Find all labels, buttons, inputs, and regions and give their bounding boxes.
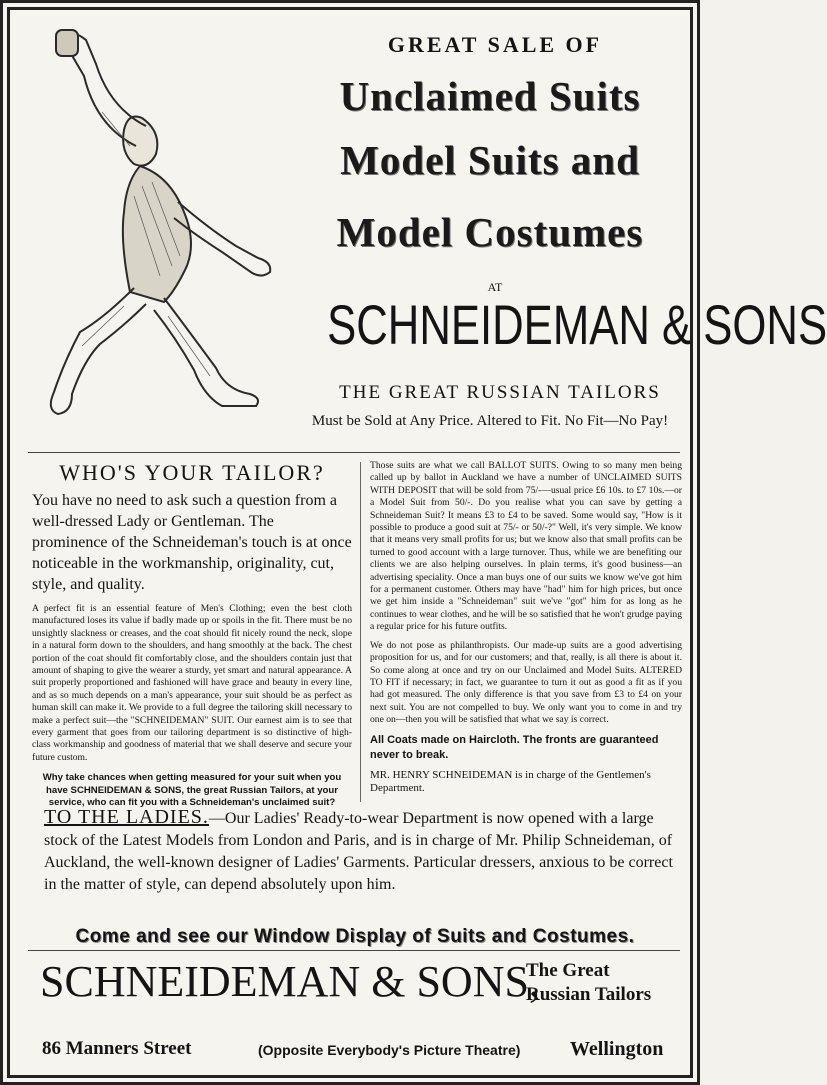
footer-tagline-1: The Great <box>526 960 610 981</box>
firm-name-large: SCHNEIDEMAN & SONS <box>327 293 827 356</box>
philanthropists-paragraph: We do not pose as philanthropists. Our made-up suits are a good advertising proposition for us, and for our customers; and that, really, is all there is about it. So come along at once and try on our Unclaimed and Model Suits. ALTERED TO FIT if necessary; in fact, we guarantee to turn it out as good a fit as if you had got measured. The only difference is that you save from £3 to £4 on your next suit. You are not compelled to buy. We only want you to come in and try one on—then you will be satisfied that what we say is correct. <box>370 639 682 726</box>
fit-paragraph: A perfect fit is an essential feature of Men's Clothing; even the best cloth manufactured loses its value if badly made up or spoils in the fit. There must be no unsightly slackness or creases, and the coat should fit nicely round the neck, slope in a natural form down to the shoulders, and hang smoothly at the back. The chest portion of the coat should fit comfortably close, and the shoulders contain just that amount of shaping to give the wearer a sturdy, yet smart and natural appearance. A suit properly proportioned and fashioned will have grace and beauty in every line, and as so much depends on a man's appearance, your suit should be as perfect as human skill can make it. We provide to a full degree the tailoring skill necessary to make a perfect suit—the "SCHNEIDEMAN" SUIT. Our earnest aim is to see that every garment that goes from our tailoring department is so distinctive of high-class workmanship and goodness of material that we shall deserve and secure your future custom. <box>32 603 352 763</box>
window-display-line: Come and see our Window Display of Suits and Costumes. <box>75 926 635 947</box>
right-column <box>370 460 682 801</box>
figure-torso <box>123 166 191 302</box>
footer-tagline-2: Russian Tailors <box>526 984 652 1005</box>
figure-leg-back <box>51 288 146 414</box>
tailor-illustration <box>22 26 290 426</box>
divider-rule <box>28 452 680 453</box>
footer-rule <box>28 950 680 951</box>
tailor-heading: WHO'S YOUR TAILOR? <box>59 460 325 485</box>
city-name: Wellington <box>570 1038 664 1060</box>
footer-firm-name: SCHNEIDEMAN & SONS, <box>40 957 540 1006</box>
left-column <box>32 460 352 810</box>
headline-model-costumes: Model Costumes <box>336 209 644 255</box>
headline-at: AT <box>487 280 503 294</box>
ladies-heading: TO THE LADIES. <box>44 806 209 828</box>
street-address: 86 Manners Street <box>42 1038 192 1059</box>
sale-terms: Must be Sold at Any Price. Altered to Fit. No Fit—No Pay! <box>311 413 669 429</box>
address-landmark: (Opposite Everybody's Picture Theatre) <box>258 1042 521 1058</box>
ladies-text: —Our Ladies' Ready-to-wear Department is now opened with a large stock of the Latest Models from London and Paris, and is in charge of Mr. Philip Schneideman, of Auckland, the well-known designer of Ladies' Garments. Particular dressers, anxious to be correct in the matter of style, can depend absolutely upon him. <box>44 810 673 893</box>
headline-unclaimed-suits: Unclaimed Suits <box>339 73 641 119</box>
figure-leg-front <box>154 298 258 406</box>
sale-kicker: GREAT SALE OF <box>387 32 603 57</box>
ladies-section <box>44 806 680 896</box>
department-charge: MR. HENRY SCHNEIDEMAN is in charge of the Gentlemen's Department. <box>370 768 651 794</box>
headline-model-suits: Model Suits and <box>340 137 640 183</box>
lead-paragraph: You have no need to ask such a question from a well-dressed Lady or Gentleman. The prominence of the Schneideman's touch is at once noticeable in the workmanship, originality, cut, style, and quality. <box>32 492 352 593</box>
ballot-suits-paragraph: Those suits are what we call BALLOT SUITS. Owing to so many men being called up by ballot in Auckland we have a number of UNCLAIMED SUITS WITH DEPOSIT that will be sold from 75/-—usual price £6 10s. to £7 10s.—or a Model Suit from 50/-. Do you realise what you can save by getting a Schneideman Suit? It means £3 to £4 to be saved. Some would say, "How is it possible to produce a good suit at 75/- or 50/-?" Well, it's very simple. We know that it means very small profits for us; but we know also that small profits can be turned to good account with a large turnover. Thus, while we are benefiting our clients we are also helping ourselves. In plain terms, it's good business—an advertising speciality. Once a man buys one of our suits we know we've got him for a permanent customer. Others may have "had" him for high prices, but once we get him inside a "Schneideman" suit we've "got" him for as long as he continues to wear clothes, and he will be so satisfied that he won't grudge paying a regular price for his future outfits. <box>370 460 682 633</box>
column-divider <box>360 462 361 802</box>
closing-question: Why take chances when getting measured for your suit when you have SCHNEIDEMAN & SONS, the great Russian Tailors, at your service, who can fit you with a Schneideman's unclaimed suit? <box>42 772 342 809</box>
haircloth-note: All Coats made on Haircloth. The fronts are guaranteed never to break. <box>370 733 659 761</box>
firm-tagline: THE GREAT RUSSIAN TAILORS <box>339 382 661 403</box>
